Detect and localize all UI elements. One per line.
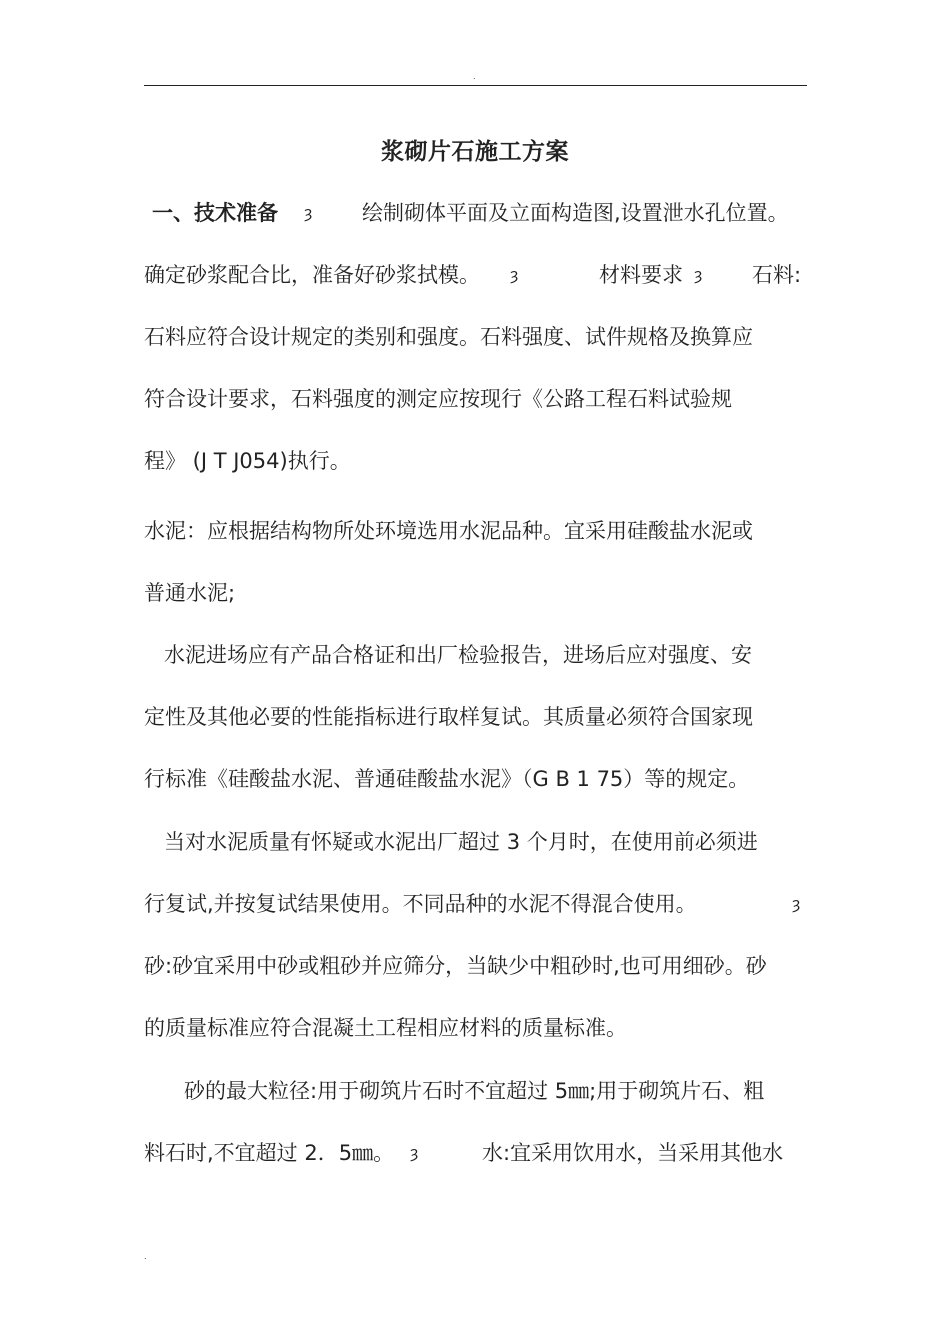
water-text: 水:宜采用饮用水，当采用其他水: [482, 1141, 784, 1165]
line-text: 料石时,不宜超过 2．5㎜。: [144, 1141, 395, 1165]
section-heading: 一、技术准备: [152, 201, 278, 225]
paragraph-line-14: 的质量标准应符合混凝土工程相应材料的质量标准。: [144, 1016, 627, 1040]
stone-label: 石料:: [752, 263, 802, 287]
document-title: 浆砌片石施工方案: [381, 139, 569, 165]
paragraph-line-5: 程》 (J T J054)执行。: [144, 449, 351, 473]
paragraph-line-10: 行标准《硅酸盐水泥、普通硅酸盐水泥》（G B 1 75）等的规定。: [144, 767, 750, 791]
paragraph-line-7: 普通水泥;: [144, 581, 236, 605]
paragraph-line-15: 砂的最大粒径:用于砌筑片石时不宜超过 5㎜;用于砌筑片石、粗: [144, 1079, 765, 1103]
paragraph-line-8: 水泥进场应有产品合格证和出厂检验报告，进场后应对强度、安: [144, 643, 753, 667]
line-text: 确定砂浆配合比，准备好砂浆拭模。: [144, 263, 480, 287]
paragraph-line-9: 定性及其他必要的性能指标进行取样复试。其质量必须符合国家现: [144, 705, 753, 729]
header-rule: [144, 85, 807, 86]
paragraph-line-2: [144, 257, 808, 293]
paragraph-line-12: [144, 886, 808, 922]
header-dot: .: [473, 72, 476, 81]
line-text: 绘制砌体平面及立面构造图,设置泄水孔位置。: [362, 201, 789, 225]
paragraph-line-13: 砂:砂宜采用中砂或粗砂并应筛分，当缺少中粗砂时,也可用细砂。砂: [144, 954, 767, 978]
paragraph-mark-icon: ȝ: [510, 265, 519, 284]
paragraph-line-3: 石料应符合设计规定的类别和强度。石料强度、试件规格及换算应: [144, 325, 753, 349]
paragraph-line-6: 水泥：应根据结构物所处环境选用水泥品种。宜采用硅酸盐水泥或: [144, 519, 753, 543]
paragraph-mark-icon: ȝ: [694, 265, 703, 284]
paragraph-line-1: [144, 195, 808, 231]
paragraph-mark-icon: ȝ: [792, 894, 801, 913]
line-text: 行复试,并按复试结果使用。不同品种的水泥不得混合使用。: [144, 892, 697, 916]
paragraph-line-11: 当对水泥质量有怀疑或水泥出厂超过 3 个月时，在使用前必须进: [144, 830, 758, 854]
paragraph-line-16: [144, 1135, 808, 1171]
paragraph-mark-icon: ȝ: [304, 203, 313, 222]
paragraph-line-4: 符合设计要求，石料强度的测定应按现行《公路工程石料试验规: [144, 387, 732, 411]
footer-dot: .: [144, 1252, 147, 1261]
paragraph-mark-icon: ȝ: [410, 1143, 419, 1162]
material-heading: 材料要求: [599, 263, 683, 287]
